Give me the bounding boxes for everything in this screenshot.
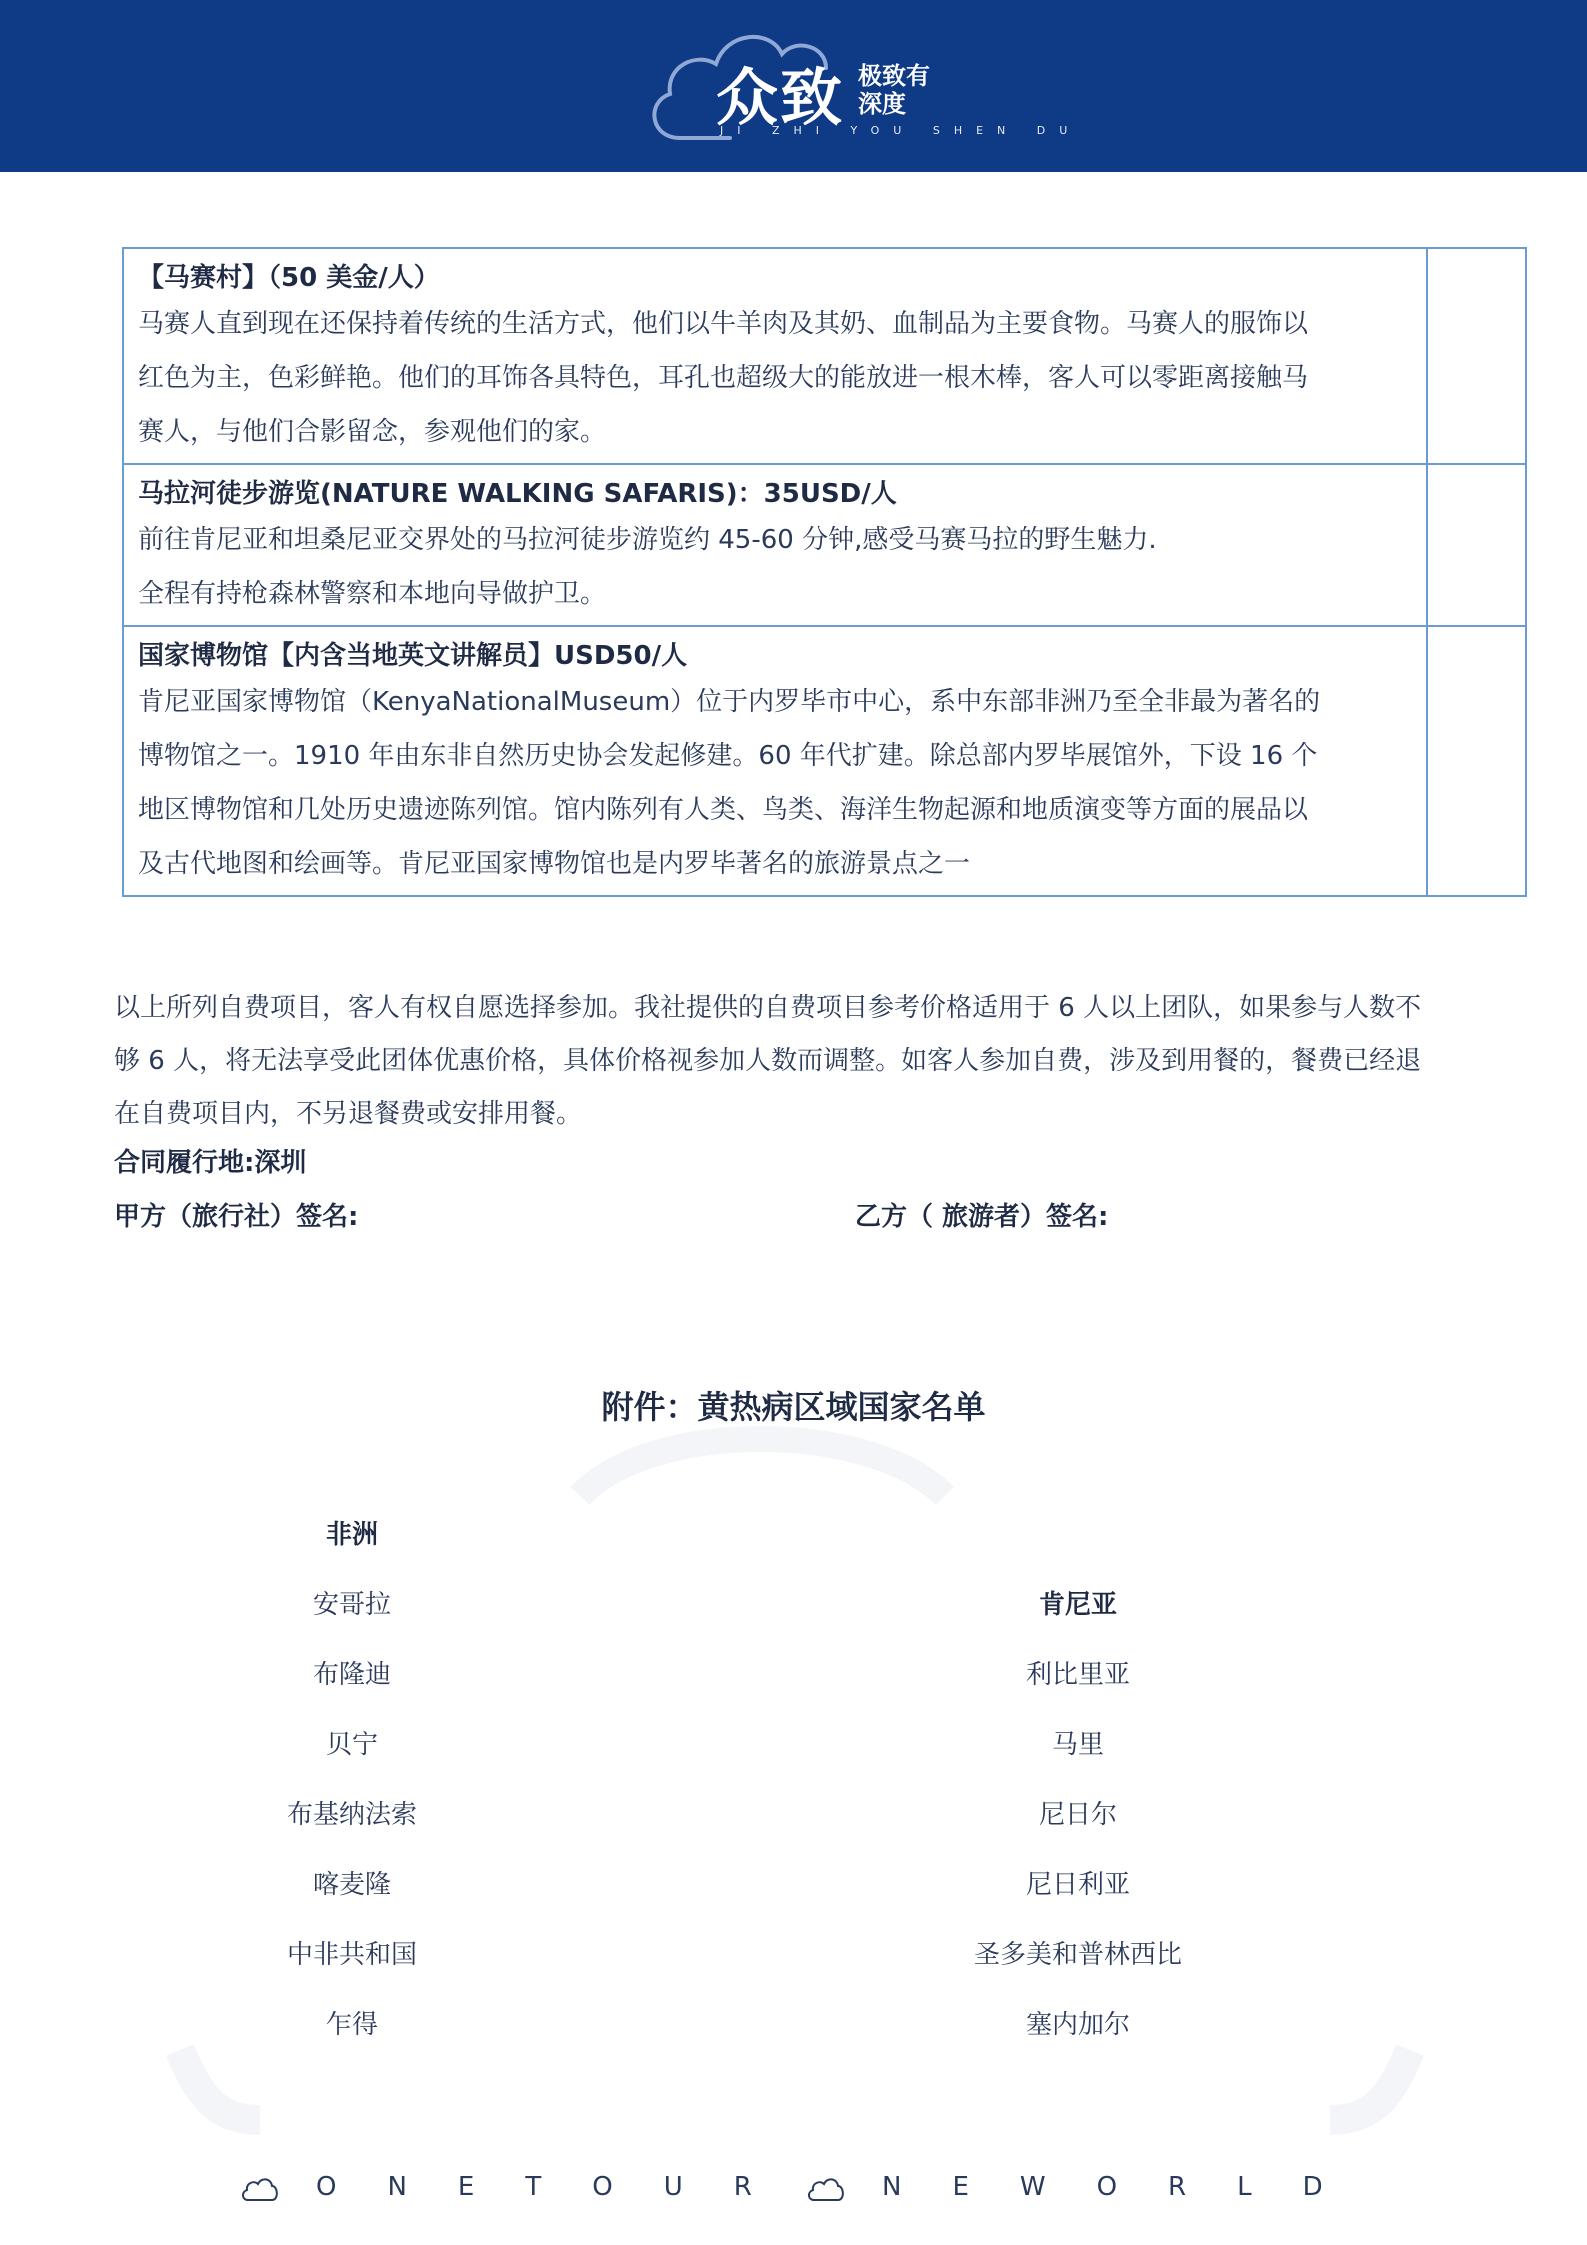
item-cell [123,248,1427,464]
list-item: 乍得 [325,2010,378,2040]
item-line: 博物馆之一。1910 年由东非自然历史协会发起修建。60 年代扩建。除总部内罗毕展馆外，下设 16 个 [138,741,1318,771]
item-description [138,513,1412,621]
item-blank-cell [1427,248,1526,464]
list-heading: 肯尼亚 [1038,1590,1117,1620]
table-row [123,248,1526,464]
item-line: 地区博物馆和几处历史遗迹陈列馆。馆内陈列有人类、鸟类、海洋生物起源和地质演变等方面的展品以 [138,795,1309,825]
footer-word-onetour: ONETOUR [316,2172,803,2202]
footer-word-neworld: NEWORLD [882,2172,1374,2202]
list-item: 布基纳法索 [286,1800,417,1830]
signature-party-b: 乙方（ 旅游者）签名: [855,1202,1109,1232]
item-line: 红色为主，色彩鲜艳。他们的耳饰各具特色，耳孔也超级大的能放进一根木棒，客人可以零距离接触马 [138,363,1309,393]
item-line: 肯尼亚国家博物馆（KenyaNationalMuseum）位于内罗毕市中心，系中东部非洲乃至全非最为著名的 [138,687,1321,717]
list-heading: 非洲 [325,1520,378,1550]
list-item: 布隆迪 [312,1660,391,1690]
optional-items-notes [114,982,1474,1141]
notes-line: 够 6 人，将无法享受此团体优惠价格，具体价格视参加人数而调整。如客人参加自费，涉及到用餐的，餐费已经退 [114,1046,1422,1076]
item-line: 全程有持枪森林警察和本地向导做护卫。 [138,579,607,609]
brand-pinyin-text: JI ZHI YOU SHEN DU [720,124,1082,137]
list-item: 尼日尔 [1038,1800,1117,1830]
item-blank-cell [1427,464,1526,626]
cloud-icon [240,2174,280,2204]
country-list-right [928,1580,1228,2070]
brand-logo [640,18,1082,158]
notes-line: 在自费项目内，不另退餐费或安排用餐。 [114,1099,583,1129]
list-item: 喀麦隆 [312,1870,391,1900]
item-cell [123,626,1427,896]
brand-sub-text: 极致有深度 [858,62,930,118]
list-item: 马里 [1051,1730,1104,1760]
item-line: 及古代地图和绘画等。肯尼亚国家博物馆也是内罗毕著名的旅游景点之一 [138,849,971,879]
country-list-left [202,1510,502,2070]
item-title: 国家博物馆【内含当地英文讲解员】USD50/人 [138,641,688,671]
item-title: 【马赛村】（50 美金/人） [138,263,440,293]
item-line: 马赛人直到现在还保持着传统的生活方式，他们以牛羊肉及其奶、血制品为主要食物。马赛人的服饰以 [138,309,1309,339]
list-item: 中非共和国 [286,1940,417,1970]
item-description [138,297,1412,459]
item-description [138,675,1412,891]
item-title: 马拉河徒步游览(NATURE WALKING SAFARIS)：35USD/人 [138,479,897,509]
item-blank-cell [1427,626,1526,896]
item-cell [123,464,1427,626]
appendix-title: 附件：黄热病区域国家名单 [601,1388,986,1426]
cloud-icon [806,2174,846,2204]
item-line: 前往肯尼亚和坦桑尼亚交界处的马拉河徒步游览约 45-60 分钟,感受马赛马拉的野生魅力. [138,525,1157,555]
table-row [123,464,1526,626]
list-item: 贝宁 [325,1730,378,1760]
page-header [0,0,1587,172]
brand-main-text: 众致 [716,61,845,134]
list-item: 圣多美和普林西比 [973,1940,1182,1970]
list-item: 利比里亚 [1025,1660,1130,1690]
notes-line: 以上所列自费项目，客人有权自愿选择参加。我社提供的自费项目参考价格适用于 6 人以上团队，如果参与人数不 [114,993,1422,1023]
table-row [123,626,1526,896]
optional-items-table [122,247,1527,897]
contract-place: 合同履行地:深圳 [114,1148,307,1178]
signature-party-a: 甲方（旅行社）签名: [114,1202,359,1232]
item-line: 赛人，与他们合影留念，参观他们的家。 [138,417,607,447]
list-item: 尼日利亚 [1025,1870,1130,1900]
list-item: 安哥拉 [312,1590,391,1620]
list-item: 塞内加尔 [1025,2010,1130,2040]
